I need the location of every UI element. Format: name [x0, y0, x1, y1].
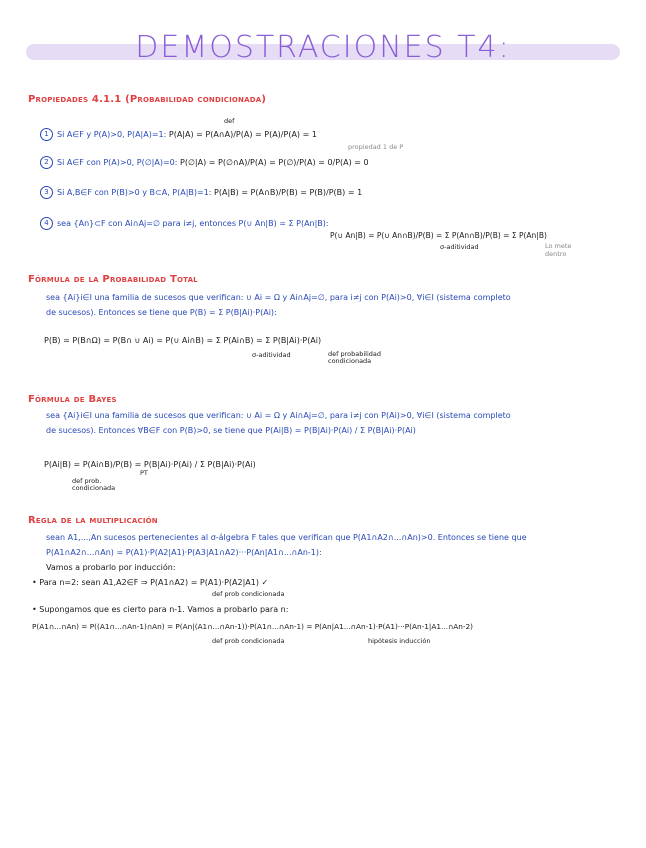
prop-proof: P(A|A) = P(A∩A)/P(A) = P(A)/P(A) = 1	[168, 130, 317, 139]
total-formula: P(B) = P(B∩Ω) = P(B∩ ∪ Ai) = P(∪ Ai∩B) = Σ P(Ai∩B) = Σ P(B|Ai)·P(Ai)	[44, 336, 322, 345]
mult-text-3: Vamos a probarlo por inducción:	[46, 563, 176, 572]
prop-cond: Si A∈F con P(A)>0, P(∅|A)=0:	[57, 158, 178, 167]
number-badge: 2	[40, 156, 53, 169]
prop-item-1	[40, 128, 317, 141]
note-propiedad: propiedad 1 de P	[348, 143, 404, 151]
heading-prob-total: Fórmula de la Probabilidad Total	[28, 274, 198, 285]
mult-text-4: • Para n=2: sean A1,A2∈F ⇒ P(A1∩A2) = P(A1)·P(A2|A1) ✓	[32, 578, 269, 587]
number-badge: 1	[40, 128, 53, 141]
heading-propiedades: Propiedades 4.1.1 (Probabilidad condicionada)	[28, 94, 267, 105]
bayes-text-2: de sucesos). Entonces ∀B∈F con P(B)>0, se tiene que P(Ai|B) = P(B|Ai)·P(Ai) / Σ P(B|Ai)·P(Ai)	[46, 426, 416, 435]
prop-cond: Si A,B∈F con P(B)>0 y B⊂A, P(A|B)=1:	[57, 188, 212, 197]
total-text-2: de sucesos). Entonces se tiene que P(B) = Σ P(B|Ai)·P(Ai):	[46, 308, 277, 317]
note-def-prob-cond-bayes: def prob. condicionada	[72, 477, 116, 492]
heading-bayes: Fórmula de Bayes	[28, 394, 117, 405]
prop-cond: sea {An}⊂F con Ai∩Aj=∅ para i≠j, entonces P(∪ An|B) = Σ P(An|B):	[57, 219, 329, 228]
prop-proof: P(A|B) = P(A∩B)/P(B) = P(B)/P(B) = 1	[214, 188, 363, 197]
mult-text-6: P(A1∩...∩An) = P((A1∩...∩An-1)∩An) = P(An|(A1∩...∩An-1))·P(A1∩...∩An-1) = P(An|A1...∩An-1)·P(A1)···P(An-1|A1...∩An-2)	[32, 622, 474, 631]
mult-text-5: • Supongamos que es cierto para n-1. Vamos a probarlo para n:	[32, 605, 289, 614]
note-def-prob-cond-mult-2: def prob condicionada	[212, 637, 285, 645]
note-lo-mete-dentro: Lo mete dentro	[545, 242, 572, 258]
bayes-text-1: sea {Ai}i∈I una familia de sucesos que verifican: ∪ Ai = Ω y Ai∩Aj=∅, para i≠j con P(Ai)>0, ∀i∈I (sistema completo	[46, 411, 511, 420]
heading-multiplicacion: Regla de la multiplicación	[28, 515, 158, 526]
prop-item-2	[40, 156, 369, 169]
note-sigma-aditividad-2: σ-aditividad	[252, 351, 291, 359]
bayes-formula: P(Ai|B) = P(Ai∩B)/P(B) = P(B|Ai)·P(Ai) / Σ P(B|Ai)·P(Ai)	[44, 460, 256, 469]
def-mark: def	[224, 117, 235, 125]
note-def-prob-cond: def probabilidad condicionada	[328, 350, 381, 365]
note-pt: PT	[140, 469, 148, 477]
prop-item-3	[40, 186, 362, 199]
prop-proof-4: P(∪ An|B) = P(∪ An∩B)/P(B) = Σ P(An∩B)/P(B) = Σ P(An|B)	[330, 231, 547, 240]
prop-cond: Si A∈F y P(A)>0, P(A|A)=1:	[57, 130, 167, 139]
total-text-1: sea {Ai}i∈I una familia de sucesos que verifican: ∪ Ai = Ω y Ai∩Aj=∅, para i≠j con P(Ai)>0, ∀i∈I (sistema completo	[46, 293, 511, 302]
page-title: DEMOSTRACIONES T4:	[135, 30, 511, 65]
prop-item-4	[40, 217, 329, 230]
number-badge: 3	[40, 186, 53, 199]
note-sigma-aditividad: σ-aditividad	[440, 243, 479, 251]
mult-text-2: P(A1∩A2∩...∩An) = P(A1)·P(A2|A1)·P(A3|A1∩A2)···P(An|A1∩...∩An-1):	[46, 548, 322, 557]
number-badge: 4	[40, 217, 53, 230]
note-hipotesis-induccion: hipótesis inducción	[368, 637, 431, 645]
prop-proof: P(∅|A) = P(∅∩A)/P(A) = P(∅)/P(A) = 0/P(A) = 0	[180, 158, 369, 167]
note-def-prob-cond-mult-1: def prob condicionada	[212, 590, 285, 598]
mult-text-1: sean A1,...,An sucesos pertenecientes al σ-álgebra F tales que verifican que P(A1∩A2∩...∩An)>0. Entonces se tiene que	[46, 533, 527, 542]
